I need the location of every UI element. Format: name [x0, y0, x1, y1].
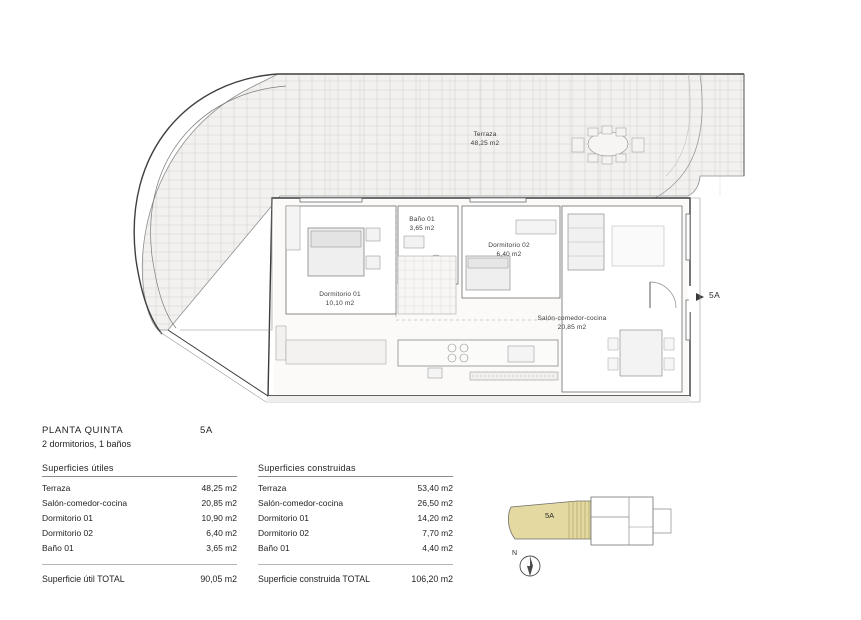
row-value: 6,40 m2 — [206, 528, 237, 538]
row-label: Salón-comedor-cocina — [258, 498, 344, 508]
table-row — [258, 541, 453, 556]
row-label: Dormitorio 01 — [258, 513, 310, 523]
table-total-row — [258, 569, 453, 587]
room-name: Salón-comedor-cocina — [537, 315, 607, 322]
room-name: Terraza — [473, 131, 497, 138]
table-rule — [42, 476, 237, 477]
room-label-dormitorio-01 — [300, 291, 380, 309]
plan-code: 5A — [200, 425, 213, 436]
room-area: 6,40 m2 — [496, 250, 522, 258]
table-title: Superficies construidas — [258, 463, 356, 473]
plan-subtitle: 2 dormitorios, 1 baños — [42, 439, 132, 449]
total-label: Superficie útil TOTAL — [42, 574, 125, 584]
row-value: 20,85 m2 — [201, 498, 237, 508]
table-row — [42, 541, 237, 556]
room-name: Baño 01 — [409, 216, 435, 223]
room-salon-comedor-cocina — [562, 206, 690, 392]
row-value: 53,40 m2 — [417, 483, 453, 493]
table-title: Superficies útiles — [42, 463, 114, 473]
room-name: Dormitorio 01 — [319, 291, 361, 298]
table-row — [42, 526, 237, 541]
row-value: 26,50 m2 — [417, 498, 453, 508]
row-label: Terraza — [258, 483, 287, 493]
table-total-rule — [258, 564, 453, 565]
room-area: 20,85 m2 — [557, 323, 587, 331]
table-row — [258, 526, 453, 541]
row-value: 3,65 m2 — [206, 543, 237, 553]
room-name: Dormitorio 02 — [488, 242, 530, 249]
room-label-bano-01 — [390, 216, 454, 234]
key-plan-unit-label: 5A — [545, 511, 555, 520]
table-row — [258, 511, 453, 526]
row-value: 48,25 m2 — [201, 483, 237, 493]
table-row — [42, 496, 237, 511]
compass-rose — [512, 548, 544, 580]
plan-info-header — [40, 425, 500, 455]
table-row — [42, 481, 237, 496]
room-label-dormitorio-02 — [469, 242, 549, 260]
row-label: Baño 01 — [42, 543, 74, 553]
row-label: Dormitorio 02 — [42, 528, 94, 538]
plan-info-block — [40, 425, 500, 584]
table-superficies-utiles — [42, 463, 237, 587]
table-total-row — [42, 569, 237, 587]
compass-north-label: N — [512, 550, 518, 557]
plan-title: PLANTA QUINTA — [42, 425, 124, 436]
row-value: 4,40 m2 — [422, 543, 453, 553]
row-label: Baño 01 — [258, 543, 290, 553]
total-value: 106,20 m2 — [411, 574, 453, 584]
row-label: Dormitorio 02 — [258, 528, 310, 538]
unit-marker-label: 5A — [709, 290, 721, 300]
room-label-salon-comedor-cocina — [516, 315, 628, 333]
room-label-terraza — [449, 131, 521, 149]
hallway-tiles — [398, 256, 456, 314]
row-value: 14,20 m2 — [417, 513, 453, 523]
table-total-rule — [42, 564, 237, 565]
row-value: 10,90 m2 — [201, 513, 237, 523]
total-value: 90,05 m2 — [200, 574, 237, 584]
room-area: 3,65 m2 — [409, 224, 435, 232]
table-rule — [258, 476, 453, 477]
row-label: Terraza — [42, 483, 71, 493]
table-row — [42, 511, 237, 526]
row-label: Dormitorio 01 — [42, 513, 94, 523]
total-label: Superficie construida TOTAL — [258, 574, 370, 584]
room-area: 48,25 m2 — [470, 139, 500, 147]
table-superficies-construidas — [258, 463, 453, 587]
room-area: 10,10 m2 — [325, 299, 355, 307]
table-row — [258, 481, 453, 496]
row-label: Salón-comedor-cocina — [42, 498, 128, 508]
table-row — [258, 496, 453, 511]
row-value: 7,70 m2 — [422, 528, 453, 538]
